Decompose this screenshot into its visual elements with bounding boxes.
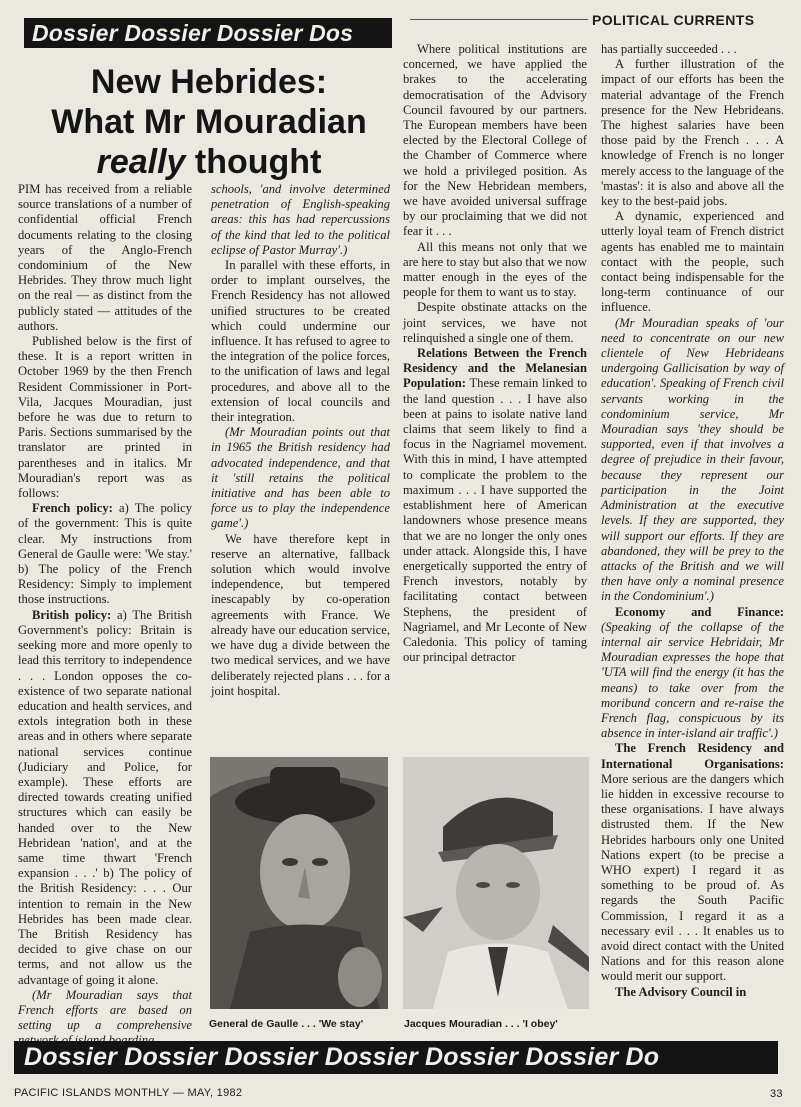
paragraph: A further illustration of the impact of our efforts has been the material advantage of the French presence for the New Hebrideans. The highest salaries have been those paid by the French . . . A knowledge of French is no longer merely access to the language of the 'mastas': it is also and above all the key to the best-paid jobs. xyxy=(601,57,784,209)
photo-de-gaulle xyxy=(210,757,388,1009)
translator-note: schools, 'and involve determined penetration of English-speaking areas: this has had repercussions of the kind that led to the political eclipse of Pastor Murray'.) xyxy=(211,182,390,257)
paragraph: A dynamic, experienced and utterly loyal team of French district agents has enabled me to maintain contact with the people, such contact being indispensable for the long-term continuance of our influence. xyxy=(601,209,784,315)
paragraph xyxy=(403,346,587,665)
subheading-economy: Economy and Finance: xyxy=(615,604,784,619)
paragraph-text: a) The policy of the government: This is quite clear. My instructions from General de Gaulle were: 'We stay.' b) The policy of the French Residency: Simply to implement those instructions. xyxy=(18,501,192,607)
article-headline xyxy=(24,62,394,182)
caption-mouradian: Jacques Mouradian . . . 'I obey' xyxy=(404,1018,558,1030)
headline-line-1: New Hebrides: xyxy=(90,63,328,101)
paragraph: Where political institutions are concerned, we have applied the brakes to the accelerating democratisation of the Advisory Council favoured by our partners. The European members have been elected by the Electoral College of the Chamber of Commerce where we hold a privileged position. As for the New Hebridean members, we have avoided universal suffrage by our proclaiming that we did not fear it . . . xyxy=(403,42,587,239)
paragraph xyxy=(601,605,784,742)
translator-note: (Mr Mouradian says that French efforts are based on setting up a comprehensive xyxy=(18,987,192,1033)
paragraph: We have therefore kept in reserve an alternative, fallback solution which would involve independence, but tempered inescapably by co-operation agreements with France. We already have our education service, we have dug a divide between the two medical services, and we have deliberately rejected plans . . . for a joint hospital. xyxy=(211,531,390,698)
portrait-de-gaulle-icon xyxy=(210,757,388,1009)
paragraph-text: These remain linked to the land question . . . I have also been at pains to isolate native land claims that seem likely to find a focus in the Nagriamel movement. With this in mind, I have attempted to complicate the problem to the maximum . . . I have supported the establishment here of American landowners whose presence means that we are no longer the only ones under attack. Alongside this, I have energetically supported the entry of French investors, notably by facilitating contact between Stephens, the president of Nagriamel, and Mr Leconte of New Caledonia. This policy of taming our principal detractor xyxy=(403,376,587,665)
translator-note: (Speaking of the collapse of the internal air service Hebridair, Mr Mouradian expresses the hope that 'UTA will find the energy (it has the means) to take over from the moribund concern and re-raise the French flag, conspicuous by its absence in inter-island air traffic'.) xyxy=(601,619,784,741)
paragraph: In parallel with these efforts, in order to implant ourselves, the French Residency has not allowed unified structures to be created which could undermine our influence. It has refused to agree to the integration of the police forces, to the unification of laws and legal procedures, and above all to the extension of local councils and their integration. xyxy=(211,258,390,425)
portrait-mouradian-icon xyxy=(403,757,589,1009)
page-number: 33 xyxy=(770,1088,783,1100)
headline-line-2: What Mr Mouradian xyxy=(51,103,367,141)
photo-mouradian xyxy=(403,757,589,1009)
subheading-international: The French Residency and International Organisations: xyxy=(601,741,784,771)
subheading-melanesian-relations: Relations Between the French Residency and the Melanesian Population: xyxy=(403,346,587,391)
subheading-french-policy: French policy: xyxy=(32,501,113,516)
headline-line-3-rest: thought xyxy=(185,143,322,181)
subheading-british-policy: British policy: xyxy=(32,607,112,622)
paragraph: PIM has received from a reliable source translations of a number of confidential official French documents relating to the closing years of the Anglo-French condominium of the New Hebrides. They throw much light on the real — as distinct from the publicly stated — attitudes of the authors. xyxy=(18,182,192,333)
dossier-banner-bottom: Dossier Dossier Dossier Dossier Dossier Dossier Do xyxy=(14,1041,778,1074)
header-rule xyxy=(410,19,588,20)
headline-line-3 xyxy=(24,142,394,182)
article-column-4 xyxy=(601,42,784,1000)
caption-de-gaulle: General de Gaulle . . . 'We stay' xyxy=(209,1018,364,1030)
article-column-3 xyxy=(403,42,587,665)
section-label: POLITICAL CURRENTS xyxy=(592,12,755,28)
paragraph-text: a) The British Government's policy: Britain is seeking more and more openly to lead this territory to independence . . . London opposes the co-existence of two separate national education and health services, and extols integration both in these areas and in others where separate national services continue (Judiciary and Police, for example). These efforts are directed towards creating unified structures which can easily be handed over to the New Hebridean 'nation', and at the same time thwart 'French expansion . . .' b) The policy of the British Residency: . . . Our intention to remain in the New Hebrides has been made clear. The British Residency has decided to give chase on our terms, and not allow us the advantage of going it alone. xyxy=(18,607,192,987)
dossier-banner-top: Dossier Dossier Dossier Dos xyxy=(24,18,392,48)
paragraph: All this means not only that we are here to stay but also that we now matter enough in the eyes of the people for them to want us to stay. xyxy=(403,239,587,300)
paragraph: has partially succeeded . . . xyxy=(601,42,737,56)
article-column-1 xyxy=(18,182,192,1049)
subheading-advisory-council: The Advisory Council in xyxy=(615,984,747,999)
paragraph xyxy=(601,741,784,984)
headline-emphasis: really xyxy=(96,143,186,181)
paragraph xyxy=(601,985,784,1000)
article-column-2 xyxy=(211,182,390,699)
paragraph xyxy=(18,608,192,988)
paragraph: Published below is the first of these. It is a report written in October 1969 by the then French Resident Commissioner in Port-Vila, Jacques Mouradian, just before he was due to return to Paris. Sections summarised by the translator are printed in parentheses and in italics. Mr Mouradian's report was as follows: xyxy=(18,334,192,501)
translator-note: (Mr Mouradian speaks of 'our need to concentrate on our new clientele of New Hebrideans undergoing Gallicisation by way of education'. Speaking of French civil servants working in the condominium service, Mr Mouradian says 'they should be supported, even if that involves a degree of prejudice in their favour, because they represent our participation in the Joint Administration at the executive levels. If they are supported, they will support our efforts. If they are abandoned, they will be prey to the attacks of the British and we will then have only a nominal presence in the Condominium'.) xyxy=(601,315,784,604)
paragraph-text: More serious are the dangers which lie hidden in excessive recourse to these organisations. I have always distrusted them. If the New Hebrides harbours only one United Nations expert (to be precise a WHO expert) I regard it as something to be proud of. As regards the South Pacific Commission, I regard it as a necessary evil . . . It enables us to avoid direct contact with the United Nations and for this reason alone would merit our support. xyxy=(601,771,784,984)
paragraph: Despite obstinate attacks on the joint services, we have not relinquished a single one of them. xyxy=(403,300,587,345)
paragraph xyxy=(18,501,192,607)
footer-publication: PACIFIC ISLANDS MONTHLY — MAY, 1982 xyxy=(14,1087,243,1099)
translator-note: (Mr Mouradian points out that in 1965 the British residency had advocated independence, and that it 'still retains the political initiative and has been able to force us to play the independence game'.) xyxy=(211,425,390,531)
